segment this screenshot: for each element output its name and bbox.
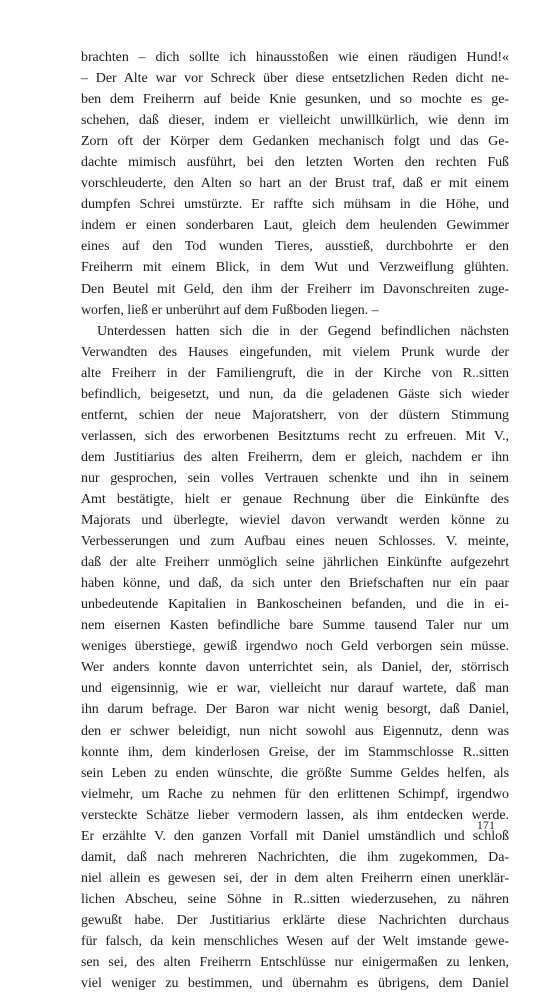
text-line: Freiherrn mit einem Blick, in dem Wut und Verzweiflung glühten. (81, 260, 509, 276)
text-line: für falsch, da kein menschliches Wesen auf der Welt imstande gewe- (81, 933, 509, 949)
text-line: verlassen, sich des erworbenen Besitztums recht zu erfreuen. Mit V., (81, 428, 509, 444)
text-line: Wer anders konnte davon unterrichtet sein, als Daniel, der, störrisch (81, 660, 509, 676)
text-line: den er schwer beleidigt, nun nicht sowohl aus Eigennutz, denn was (81, 723, 509, 739)
paragraph (81, 47, 509, 321)
text-line: versteckte Schätze lieber vermodern lassen, als ihm entdecken werde. (81, 807, 509, 823)
text-line: viel weniger zu bestimmen, und übernahm es übrigens, dem Daniel (81, 976, 509, 992)
text-line: Den Beutel mit Geld, den ihm der Freiherr im Davonschreiten zuge- (81, 281, 509, 297)
text-line: worfen, ließ er unberührt auf dem Fußboden liegen. – (81, 302, 379, 318)
text-line: Amt bestätigte, hielt er genaue Rechnung über die Einkünfte des (81, 491, 509, 507)
text-line: daß der alte Freiherr unmöglich seine jährlichen Einkünfte aufgezehrt (81, 555, 509, 571)
text-line: sen sei, des alten Freiherrn Entschlüsse nur einigermaßen zu lenken, (81, 955, 509, 971)
text-line: ihn darum befrage. Der Baron war nicht wenig besorgt, daß Daniel, (81, 702, 509, 718)
text-line: konnte ihm, dem kinderlosen Greise, der im Stammschlosse R..sitten (81, 744, 509, 760)
text-line: sein Leben zu enden wünschte, die größte Summe Geldes helfen, als (81, 765, 509, 781)
text-line: entfernt, schien der neue Majoratsherr, von der düstern Stimmung (81, 407, 509, 423)
text-line: Unterdessen hatten sich die in der Gegend befindlichen nächsten (97, 323, 509, 339)
paragraph (81, 321, 509, 994)
text-line: nur gesprochen, sein volles Vertrauen schenkte und ihn in seinem (81, 470, 509, 486)
text-line: alte Freiherr in der Familiengruft, die in der Kirche von R..sitten (81, 365, 509, 381)
text-line: ben dem Freiherrn auf beide Knie gesunken, und so mochte es ge- (81, 92, 509, 108)
text-line: dachte mimisch ausführt, bei den letzten Worten den rechten Fuß (81, 155, 509, 171)
text-line: Verbesserungen und zum Aufbau eines neuen Schlosses. V. meinte, (81, 534, 509, 550)
text-line: brachten – dich sollte ich hinausstoßen wie einen räudigen Hund!« (81, 50, 509, 65)
text-line: schehen, daß dieser, indem er vielleicht unwillkürlich, wie denn im (81, 113, 509, 129)
text-line: vorschleuderte, den Alten so hart an der Brust traf, daß er mit einem (81, 176, 509, 192)
text-line: eines auf den Tod wunden Tieres, ausstieß, durchbohrte er den (81, 239, 509, 255)
page-number: 171 (477, 820, 496, 832)
text-line: Verwandten des Hauses eingefunden, mit vielem Prunk wurde der (81, 344, 509, 360)
text-line: Majorats und überlegte, wieviel davon verwandt werden könne zu (81, 513, 509, 529)
text-line: befindlich, beigesetzt, und nun, da die geladenen Gäste sich wieder (81, 386, 509, 402)
text-line: gewußt habe. Der Justitiarius erklärte diese Nachrichten durchaus (81, 912, 509, 928)
text-line: haben könne, und daß, da sich unter den Briefschaften nur ein paar (81, 576, 509, 592)
book-page-body (81, 47, 509, 994)
text-line: damit, daß nach mehreren Nachrichten, die ihm zugekommen, Da- (81, 849, 509, 865)
text-line: Zorn oft der Körper dem Gedanken mechanisch folgt und das Ge- (81, 134, 509, 150)
text-line: indem er einen sonderbaren Laut, gleich dem heulenden Gewimmer (81, 218, 509, 234)
text-line: und eigensinnig, wie er war, vielleicht nur darauf wartete, daß man (81, 681, 509, 697)
text-line: dumpfen Schrei umstürzte. Er raffte sich mühsam in die Höhe, und (81, 197, 509, 213)
text-line: dem Justitiarius des alten Freiherrn, dem er gleich, nachdem er ihn (81, 449, 509, 465)
text-line: niel allein es gewesen sei, der in dem alten Freiherrn einen unerklär- (81, 870, 509, 886)
text-line: vielmehr, um Rache zu nehmen für den erlittenen Schimpf, irgendwo (81, 786, 509, 802)
text-line: – Der Alte war vor Schreck über diese entsetzlichen Reden dicht ne- (81, 71, 509, 87)
text-line: nem eisernen Kasten befindliche bare Summe tausend Taler nur um (81, 618, 509, 634)
text-line: Er erzählte V. den ganzen Vorfall mit Daniel umständlich und schloß (81, 828, 509, 844)
text-line: weniges überstiege, gewiß irgendwo noch Geld verborgen sein müsse. (81, 639, 509, 655)
text-line: unbedeutende Kapitalien in Bankoscheinen befanden, und die in ei- (81, 597, 509, 613)
text-line: lichen Abscheu, seine Söhne in R..sitten wiederzusehen, zu nähren (81, 891, 509, 907)
